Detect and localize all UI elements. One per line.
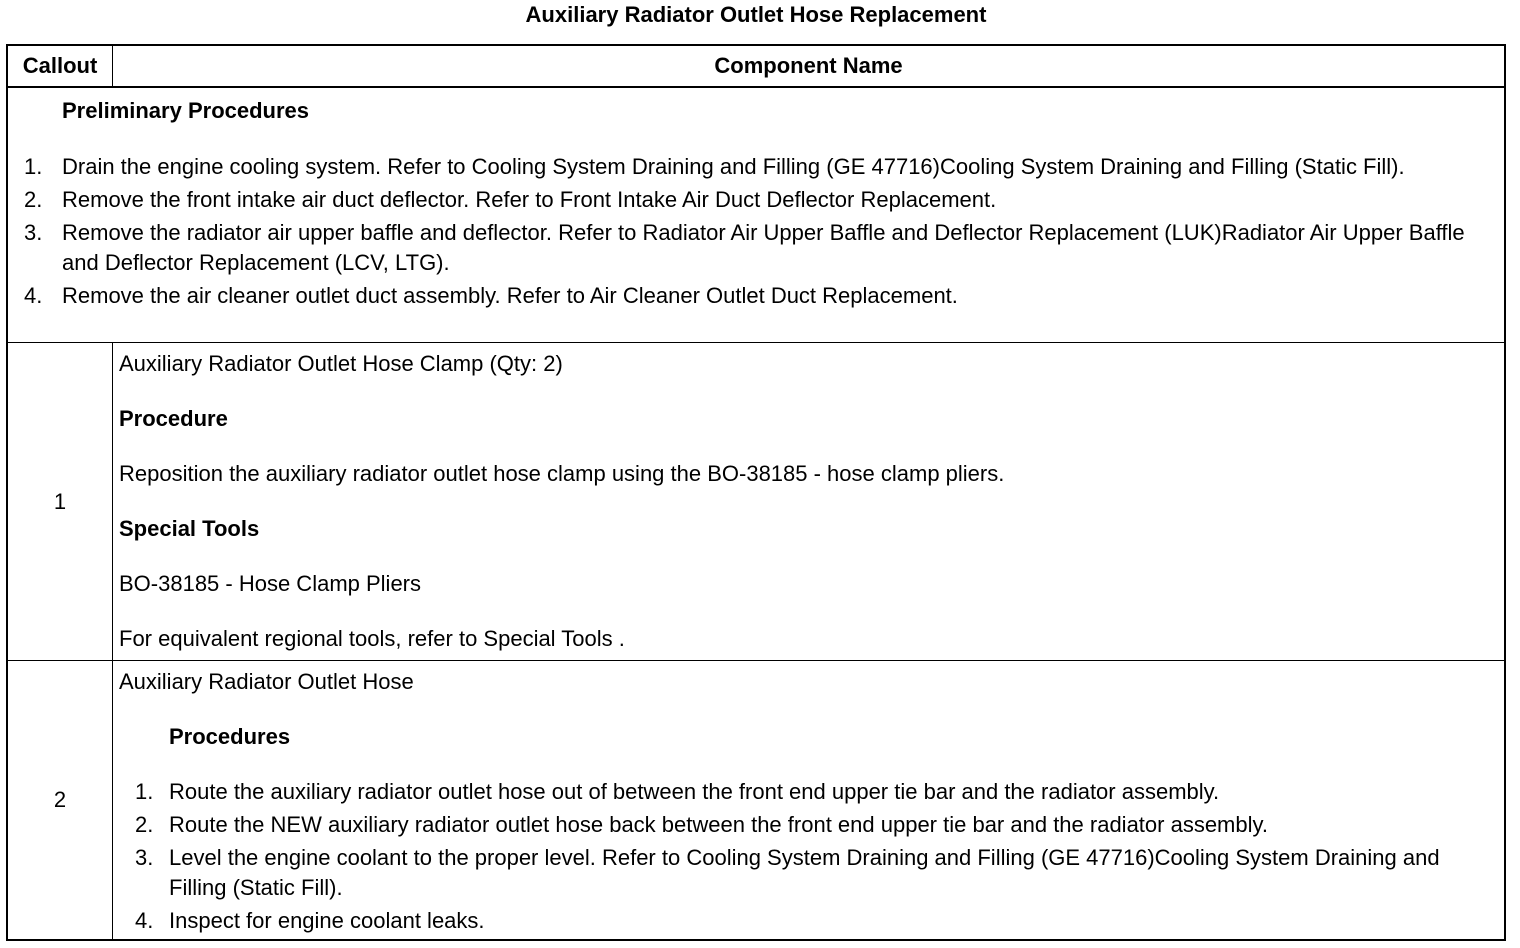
header-callout: Callout (8, 46, 113, 86)
procedure-heading: Procedure (119, 406, 228, 431)
special-tools-heading: Special Tools (119, 516, 260, 541)
procedure-table (6, 44, 1506, 941)
list-item: 4. Inspect for engine coolant leaks. (135, 908, 485, 933)
component-name: Auxiliary Radiator Outlet Hose (119, 669, 414, 694)
list-item: 3. Level the engine coolant to the proper level. Refer to Cooling System Draining and Filling (GE 47716)Cooling System Draining and Filling (Static Fill). (135, 845, 1440, 900)
preliminary-steps (8, 152, 1488, 314)
list-item: 2. Remove the front intake air duct deflector. Refer to Front Intake Air Duct Deflector Replacement. (24, 187, 997, 212)
procedure-text: Reposition the auxiliary radiator outlet hose clamp using the BO-38185 - hose clamp pliers. (119, 461, 1005, 486)
list-item: 1. Drain the engine cooling system. Refer to Cooling System Draining and Filling (GE 47716)Cooling System Draining and Filling (Static Fill). (24, 154, 1405, 179)
component-cell (119, 349, 1496, 654)
table-row (8, 343, 1504, 661)
component-cell (119, 667, 1496, 939)
procedure-steps (119, 777, 1499, 936)
list-item: 4. Remove the air cleaner outlet duct assembly. Refer to Air Cleaner Outlet Duct Replacement. (24, 283, 958, 308)
special-tools-note: For equivalent regional tools, refer to Special Tools . (119, 626, 625, 651)
preliminary-procedures (8, 88, 1504, 343)
table-row (8, 661, 1504, 939)
callout-number: 1 (8, 343, 113, 660)
preliminary-title: Preliminary Procedures (62, 98, 310, 123)
list-item: 2. Route the NEW auxiliary radiator outlet hose back between the front end upper tie bar and the radiator assembly. (135, 812, 1268, 837)
special-tool-item: BO-38185 - Hose Clamp Pliers (119, 571, 422, 596)
list-item: 3. Remove the radiator air upper baffle and deflector. Refer to Radiator Air Upper Baffle and Deflector Replacement (LUK)Radiator Air Upper Baffle and Deflector Replacement (LCV, LTG). (24, 220, 1465, 275)
component-name: Auxiliary Radiator Outlet Hose Clamp (Qty: 2) (119, 351, 563, 376)
procedures-heading: Procedures (169, 724, 291, 749)
callout-number: 2 (8, 661, 113, 939)
list-item: 1. Route the auxiliary radiator outlet hose out of between the front end upper tie bar and the radiator assembly. (135, 779, 1220, 804)
header-component-name: Component Name (714, 53, 903, 78)
page-title: Auxiliary Radiator Outlet Hose Replacement (525, 2, 987, 27)
table-header (8, 46, 1504, 88)
